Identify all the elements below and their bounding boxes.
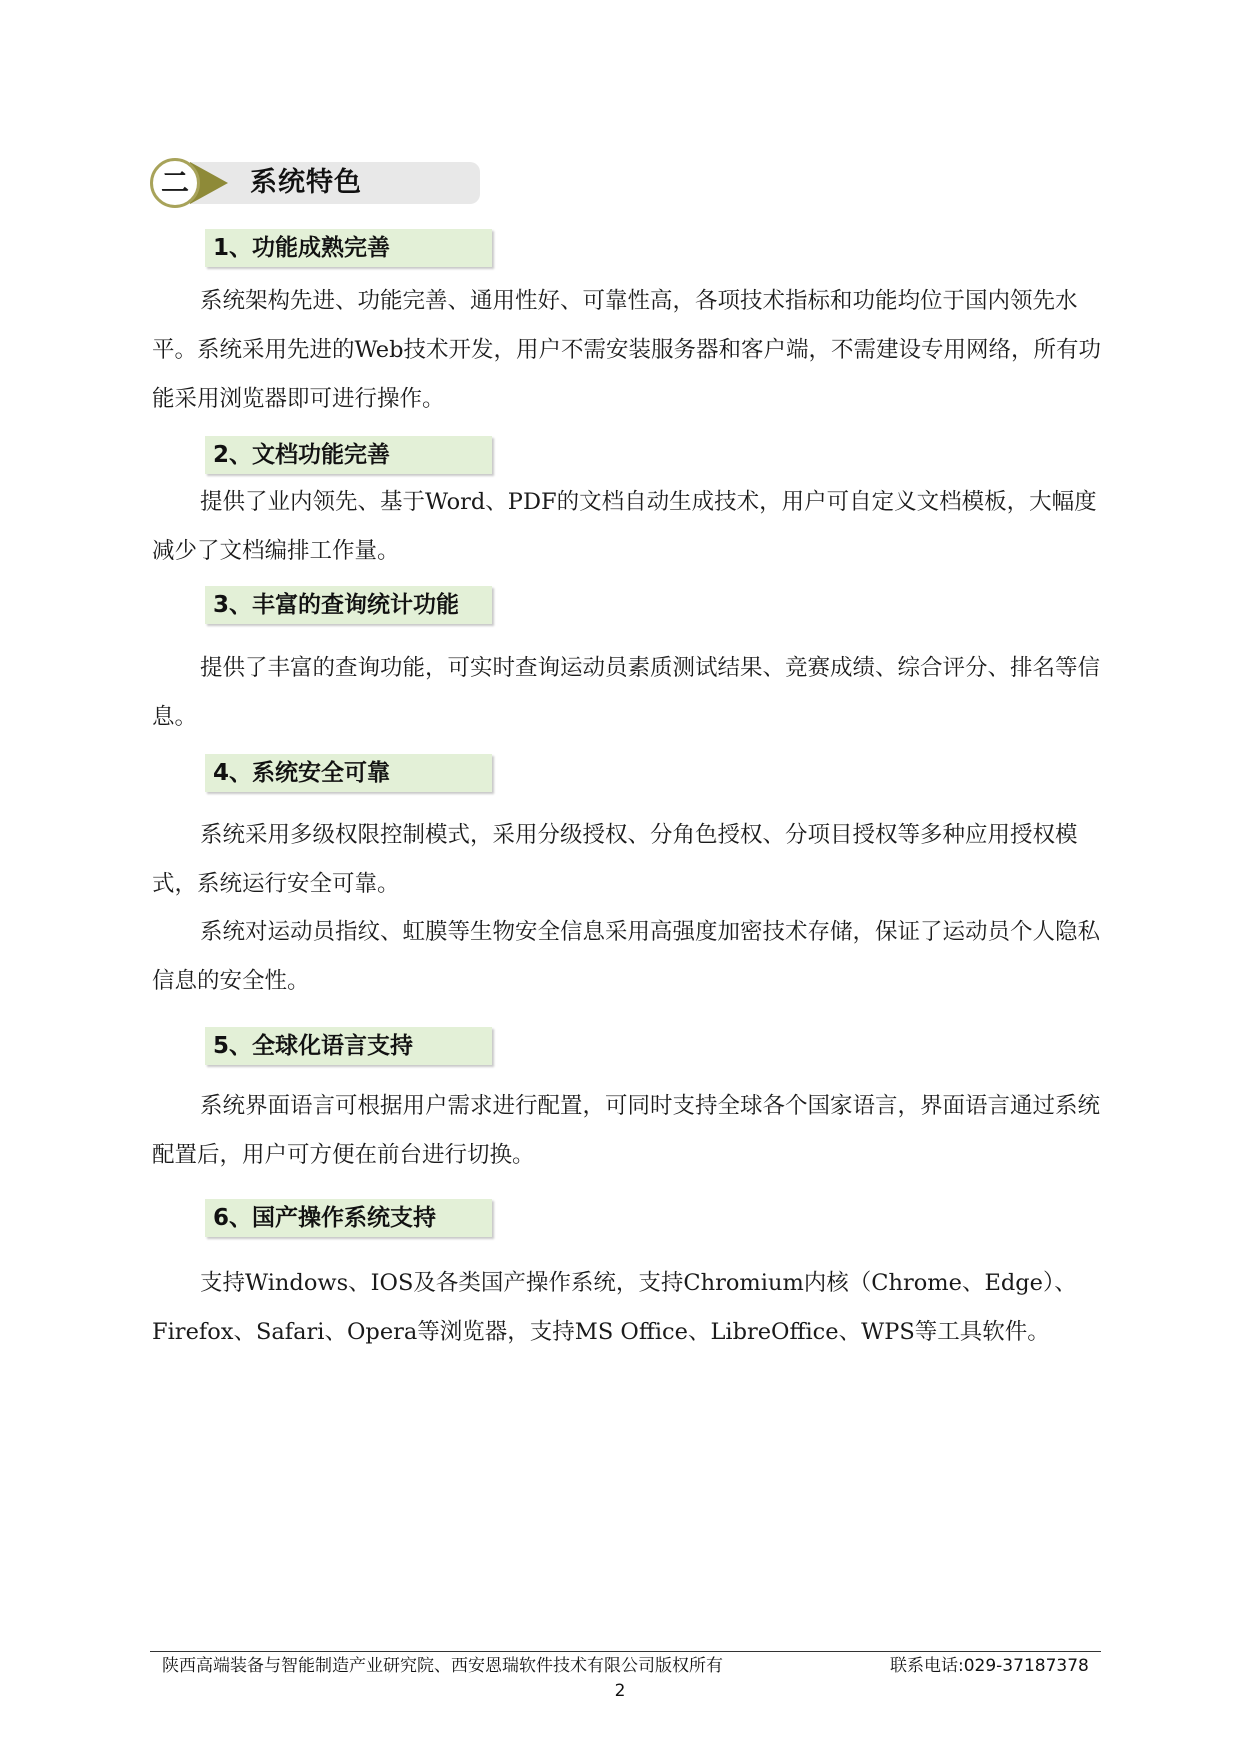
section-title: 系统特色 bbox=[250, 167, 362, 198]
footer-copyright: 陕西高端装备与智能制造产业研究院、西安恩瑞软件技术有限公司版权所有 bbox=[162, 1656, 723, 1676]
subsection-heading-4: 4、系统安全可靠 bbox=[205, 754, 492, 792]
paragraph: 提供了业内领先、基于Word、PDF的文档自动生成技术，用户可自定义文档模板，大幅度减少了文档编排工作量。 bbox=[152, 489, 1097, 564]
page-number: 2 bbox=[614, 1681, 626, 1701]
paragraph: 系统对运动员指纹、虹膜等生物安全信息采用高强度加密技术存储，保证了运动员个人隐私信息的安全性。 bbox=[152, 919, 1101, 994]
subsection-heading-6: 6、国产操作系统支持 bbox=[205, 1199, 492, 1237]
subsection-heading-3: 3、丰富的查询统计功能 bbox=[205, 586, 492, 624]
subsection-heading-2: 2、文档功能完善 bbox=[205, 436, 492, 474]
paragraph: 支持Windows、IOS及各类国产操作系统，支持Chromium内核（Chrome、Edge）、Firefox、Safari、Opera等浏览器，支持MS Office、LibreOffice、WPS等工具软件。 bbox=[152, 1270, 1077, 1345]
footer-contact: 联系电话:029-37187378 bbox=[890, 1656, 1089, 1676]
paragraph: 系统界面语言可根据用户需求进行配置，可同时支持全球各个国家语言，界面语言通过系统配置后，用户可方便在前台进行切换。 bbox=[152, 1093, 1101, 1168]
subsection-heading-1: 1、功能成熟完善 bbox=[205, 229, 492, 267]
section-header bbox=[150, 158, 480, 208]
paragraph: 提供了丰富的查询功能，可实时查询运动员素质测试结果、竞赛成绩、综合评分、排名等信息。 bbox=[152, 655, 1101, 730]
footer-divider bbox=[150, 1651, 1101, 1652]
paragraph: 系统架构先进、功能完善、通用性好、可靠性高，各项技术指标和功能均位于国内领先水平。系统采用先进的Web技术开发，用户不需安装服务器和客户端，不需建设专用网络，所有功能采用浏览器即可进行操作。 bbox=[152, 288, 1102, 412]
section-number: 二 bbox=[160, 166, 189, 199]
paragraph: 系统采用多级权限控制模式，采用分级授权、分角色授权、分项目授权等多种应用授权模式，系统运行安全可靠。 bbox=[152, 822, 1078, 897]
subsection-heading-5: 5、全球化语言支持 bbox=[205, 1027, 492, 1065]
